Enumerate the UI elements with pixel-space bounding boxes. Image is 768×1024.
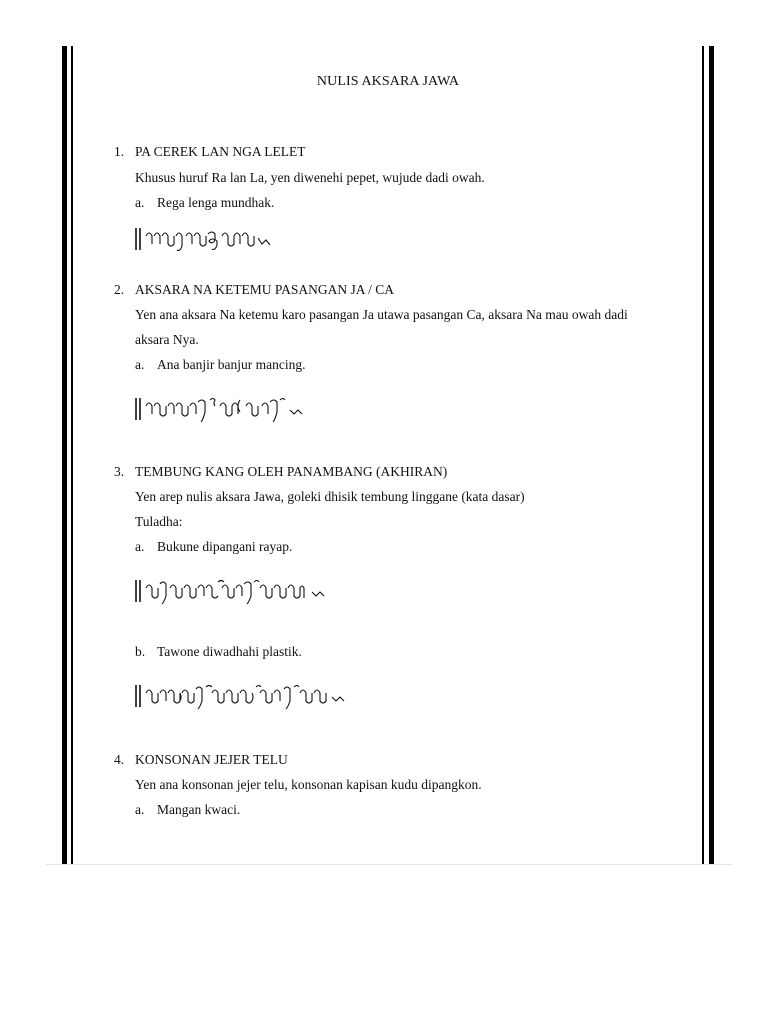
example-label: a.: [135, 195, 145, 210]
section-4-body-line-1: Yen ana konsonan jejer telu, konsonan kapisan kudu dipangkon.: [135, 777, 482, 792]
document-title: NULIS AKSARA JAWA: [316, 74, 460, 89]
javanese-script-glyphs: [134, 226, 274, 254]
example-text: Tawone diwadhahi plastik.: [157, 644, 302, 659]
javanese-script-glyphs: [134, 396, 304, 424]
section-4-number: 4.: [114, 752, 125, 767]
section-3-number: 3.: [114, 464, 125, 479]
javanese-script-glyphs: [134, 683, 364, 711]
section-2-body-line-2: aksara Nya.: [135, 332, 199, 347]
section-1-body-line-1: Khusus huruf Ra lan La, yen diwenehi pepet, wujude dadi owah.: [135, 170, 485, 185]
section-1-heading: PA CEREK LAN NGA LELET: [135, 144, 306, 159]
javanese-script-glyphs: [134, 578, 334, 606]
section-2-body-line-1: Yen ana aksara Na ketemu karo pasangan Ja utawa pasangan Ca, aksara Na mau owah dadi: [135, 307, 628, 322]
javanese-script-example-3a: [134, 578, 334, 606]
example-label: a.: [135, 357, 145, 372]
section-3-heading: TEMBUNG KANG OLEH PANAMBANG (AKHIRAN): [135, 464, 448, 479]
section-2-heading: AKSARA NA KETEMU PASANGAN JA / CA: [135, 282, 395, 297]
section-2-number: 2.: [114, 282, 125, 297]
javanese-script-example-2: [134, 396, 304, 424]
example-text: Mangan kwaci.: [157, 802, 241, 817]
example-label: b.: [135, 644, 146, 659]
example-text: Rega lenga mundhak.: [157, 195, 275, 210]
example-text: Ana banjir banjur mancing.: [157, 357, 306, 372]
javanese-script-example-3b: [134, 683, 364, 711]
section-3-body-line-2: Tuladha:: [135, 514, 183, 529]
page-border-right-outer: [709, 46, 714, 864]
example-text: Bukune dipangani rayap.: [157, 539, 293, 554]
page-border-right-inner: [702, 46, 704, 864]
page-bottom-edge: [46, 864, 732, 865]
example-label: a.: [135, 802, 145, 817]
page-border-left-outer: [62, 46, 67, 864]
section-4-heading: KONSONAN JEJER TELU: [135, 752, 288, 767]
example-label: a.: [135, 539, 145, 554]
section-1-number: 1.: [114, 144, 125, 159]
page-border-left-inner: [71, 46, 73, 864]
javanese-script-example-1: [134, 226, 274, 254]
section-3-body-line-1: Yen arep nulis aksara Jawa, goleki dhisik tembung linggane (kata dasar): [135, 489, 525, 504]
